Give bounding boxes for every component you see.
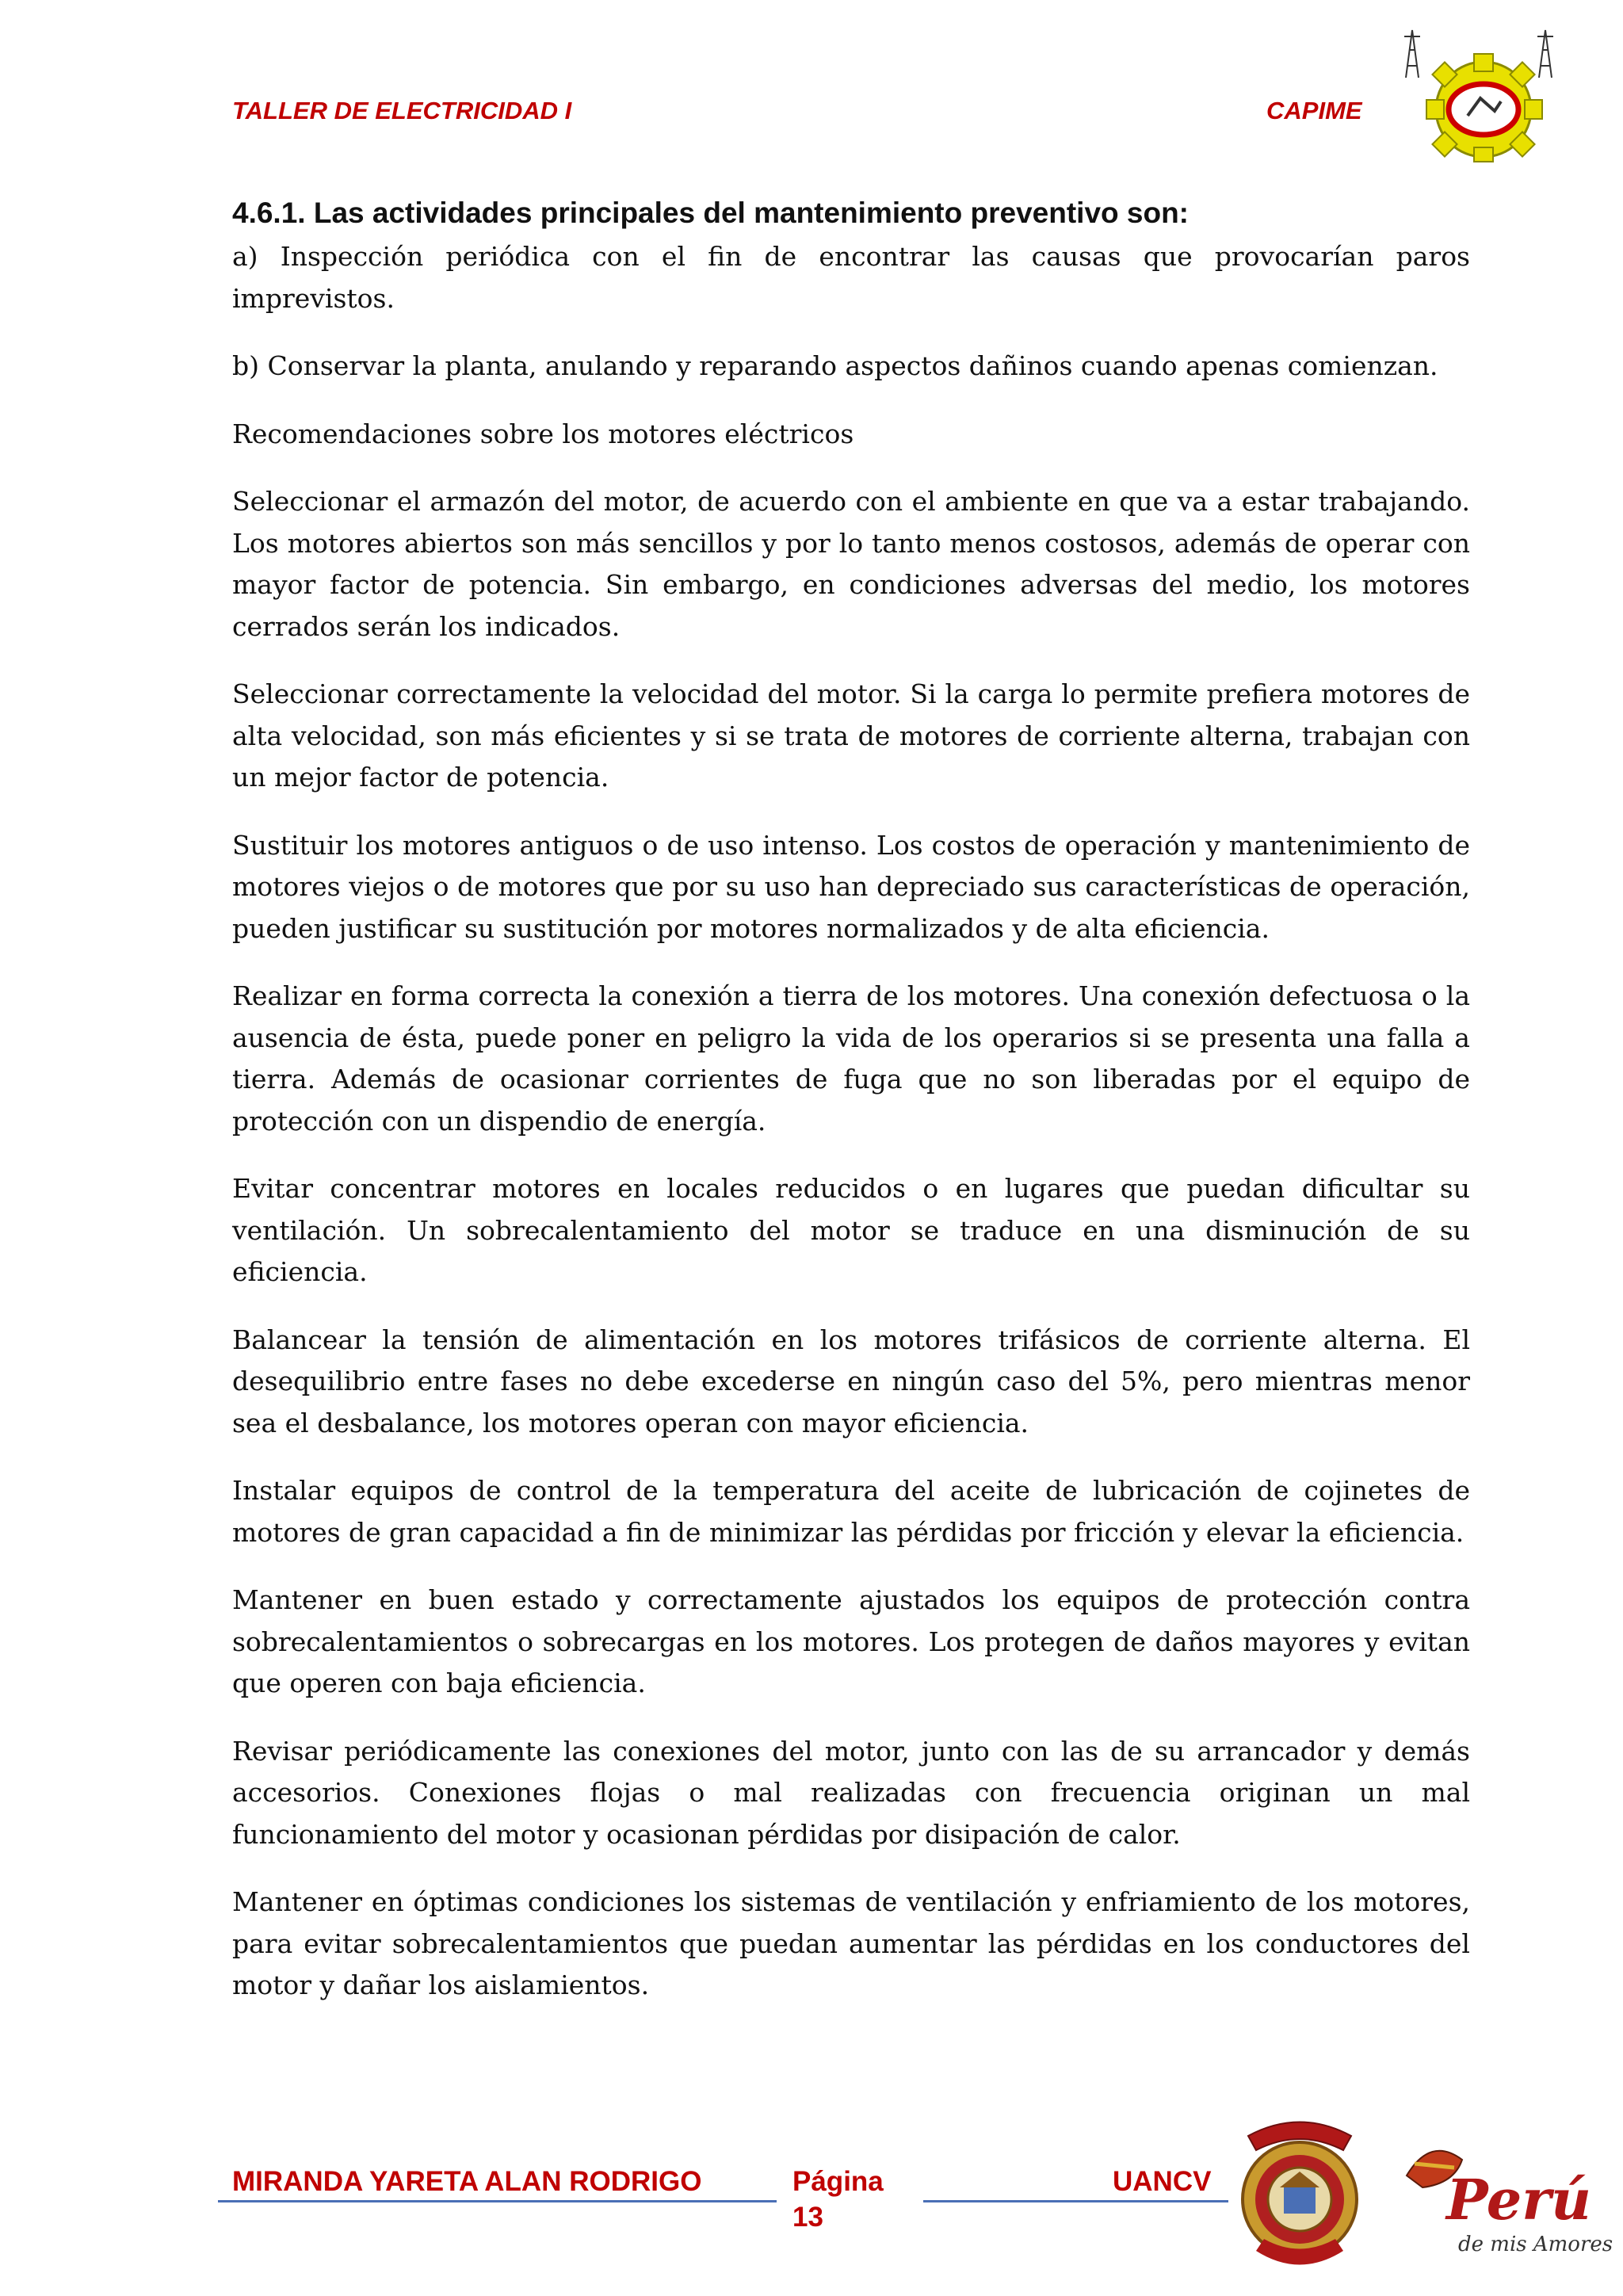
footer-author: MIRANDA YARETA ALAN RODRIGO bbox=[232, 2166, 702, 2197]
paragraph-speed: Seleccionar correctamente la velocidad del motor. Si la carga lo permite prefiera motores de alta velocidad, son más eficientes y si se trata de motores de corriente alterna, trabajan con un mejor factor de potencia. bbox=[232, 678, 1470, 793]
paragraph-conservation: b) Conservar la planta, anulando y reparando aspectos dañinos cuando apenas comienzan. bbox=[232, 350, 1438, 381]
footer-divider-right bbox=[923, 2200, 1228, 2202]
peru-de-mis-amores-logo bbox=[1391, 2128, 1613, 2263]
paragraph-recommendations-heading: Recomendaciones sobre los motores eléctricos bbox=[232, 418, 854, 449]
footer-page-number: 13 bbox=[792, 2202, 823, 2233]
header-org-name: CAPIME bbox=[1266, 97, 1362, 124]
capime-gear-logo bbox=[1395, 22, 1561, 163]
paragraph-connections: Revisar periódicamente las conexiones del motor, junto con las de su arrancador y demás accesorios. Conexiones flojas o mal realizadas con frecuencia originan un mal funcionamiento del motor y ocasionan pérdidas por disipación de calor. bbox=[232, 1735, 1470, 1850]
footer-page-label: Página bbox=[792, 2166, 884, 2197]
paragraph-voltage-balance: Balancear la tensión de alimentación en los motores trifásicos de corriente alterna. El desequilibrio entre fases no debe excederse en ningún caso del 5%, pero mientras menor sea el desbalance, los motores operan con mayor eficiencia. bbox=[232, 1324, 1470, 1438]
paragraph-protection: Mantener en buen estado y correctamente ajustados los equipos de protección contra sobrecalentamientos o sobrecargas en los motores. Los protegen de daños mayores y evitan que operen con baja eficiencia. bbox=[232, 1584, 1470, 1698]
crest-icon bbox=[1243, 2122, 1357, 2265]
paragraph-cooling: Mantener en óptimas condiciones los sistemas de ventilación y enfriamiento de los motores, para evitar sobrecalentamientos que puedan aumentar las pérdidas en los conductores del motor y dañar los aislamientos. bbox=[232, 1886, 1470, 2000]
paragraph-grounding: Realizar en forma correcta la conexión a tierra de los motores. Una conexión defectuosa o la ausencia de ésta, puede poner en peligro la vida de los operarios si se presenta una falla a tierra. Además de ocasionar corrientes de fuga que no son liberadas por el equipo de protección con un dispendio de energía. bbox=[232, 980, 1470, 1137]
peru-logo-tagline: de mis Amores bbox=[1458, 2233, 1613, 2256]
gear-icon bbox=[1426, 54, 1542, 162]
university-crest-logo bbox=[1232, 2112, 1367, 2275]
footer-university: UANCV bbox=[1113, 2166, 1212, 2197]
paragraph-inspection: a) Inspección periódica con el fin de encontrar las causas que provocarían paros imprevistos. bbox=[232, 241, 1470, 314]
paragraph-temperature-control: Instalar equipos de control de la temperatura del aceite de lubricación de cojinetes de motores de gran capacidad a fin de minimizar las pérdidas por fricción y elevar la eficiencia. bbox=[232, 1475, 1470, 1548]
paragraph-frame: Seleccionar el armazón del motor, de acuerdo con el ambiente en que va a estar trabajando. Los motores abiertos son más sencillos y por lo tanto menos costosos, además de operar con mayor factor de potencia. Sin embargo, en condiciones adversas del medio, los motores cerrados serán los indicados. bbox=[232, 486, 1470, 642]
peru-logo-text: Perú bbox=[1446, 2167, 1592, 2233]
footer-divider-left bbox=[218, 2200, 777, 2202]
paragraph-ventilation: Evitar concentrar motores en locales reducidos o en lugares que puedan dificultar su ventilación. Un sobrecalentamiento del motor se traduce en una disminución de su eficiencia. bbox=[232, 1173, 1470, 1287]
section-title: 4.6.1. Las actividades principales del mantenimiento preventivo son: bbox=[232, 197, 1189, 229]
paragraph-replace: Sustituir los motores antiguos o de uso intenso. Los costos de operación y mantenimiento de motores viejos o de motores que por su uso han depreciado sus características de operación, pueden justificar su sustitución por motores normalizados y de alta eficiencia. bbox=[232, 829, 1470, 944]
page-content bbox=[232, 190, 1470, 2033]
header-course-title: TALLER DE ELECTRICIDAD I bbox=[232, 97, 572, 124]
